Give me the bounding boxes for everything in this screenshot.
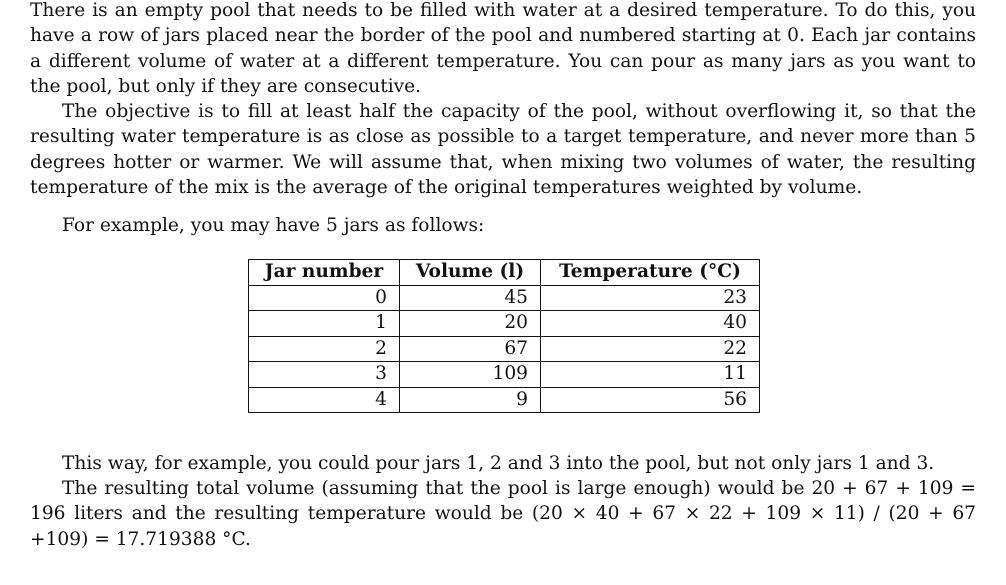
cell-volume: 9	[400, 387, 541, 413]
intro-paragraph: There is an empty pool that needs to be filled with water at a desired temperature. To do this, you have a row of jars placed near the border of the pool and numbered starting at 0. Each jar contains a different volume of water at a different temperature. You can pour as many jars as you want to the pool, but only if they are consecutive.	[30, 0, 976, 97]
header-volume: Volume (l)	[400, 260, 541, 286]
table-row	[249, 387, 760, 413]
cell-jar-number: 1	[249, 311, 400, 337]
cell-volume: 109	[400, 362, 541, 388]
cell-temperature: 11	[541, 362, 760, 388]
cell-jar-number: 3	[249, 362, 400, 388]
table-row	[249, 362, 760, 388]
example-intro-paragraph: For example, you may have 5 jars as follows:	[62, 215, 485, 236]
way-paragraph: This way, for example, you could pour jars 1, 2 and 3 into the pool, but not only jars 1 and 3.	[62, 453, 935, 474]
cell-temperature: 40	[541, 311, 760, 337]
table-row	[249, 285, 760, 311]
cell-volume: 20	[400, 311, 541, 337]
objective-paragraph: The objective is to fill at least half the capacity of the pool, without overflowing it, so that the resulting water temperature is as close as possible to a target temperature, and never more than 5 degrees hotter or warmer. We will assume that, when mixing two volumes of water, the resulting temperature of the mix is the average of the original temperatures weighted by volume.	[30, 101, 976, 198]
header-temperature: Temperature (°C)	[541, 260, 760, 286]
header-jar-number: Jar number	[249, 260, 400, 286]
cell-temperature: 22	[541, 336, 760, 362]
table-row	[249, 311, 760, 337]
jars-table	[248, 259, 760, 413]
table-row	[249, 336, 760, 362]
cell-temperature: 56	[541, 387, 760, 413]
cell-jar-number: 2	[249, 336, 400, 362]
table-header-row	[249, 260, 760, 286]
cell-temperature: 23	[541, 285, 760, 311]
cell-volume: 67	[400, 336, 541, 362]
cell-jar-number: 4	[249, 387, 400, 413]
result-paragraph: The resulting total volume (assuming that the pool is large enough) would be 20 + 67 + 109 = 196 liters and the resulting temperature would be (20 × 40 + 67 × 22 + 109 × 11) / (20 + 67 +109) = 17.719388 °C.	[30, 478, 976, 550]
cell-volume: 45	[400, 285, 541, 311]
cell-jar-number: 0	[249, 285, 400, 311]
